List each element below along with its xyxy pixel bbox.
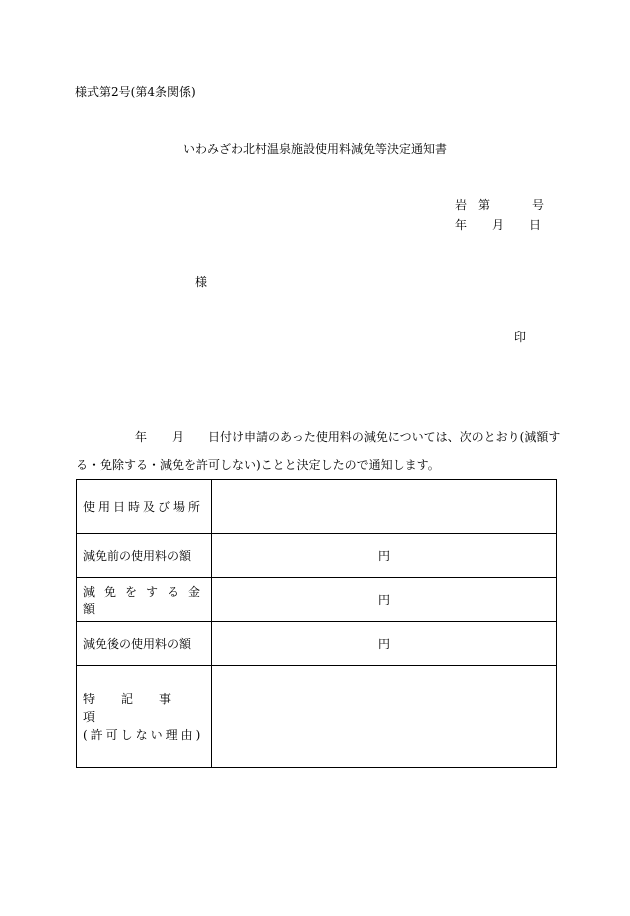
form-number: 様式第2号(第4条関係)	[75, 85, 196, 99]
reference-gou: 号	[532, 198, 545, 212]
row-value-usage-datetime-place	[212, 480, 557, 534]
row-value-fee-after: 円	[212, 622, 557, 666]
row-label-reduction-amount: 減免をする金額	[77, 578, 212, 622]
table-row	[77, 666, 557, 768]
row-label-remarks	[77, 666, 212, 768]
reference-year: 年	[455, 218, 468, 232]
table-row	[77, 534, 557, 578]
recipient-honorific: 様	[195, 275, 208, 289]
reference-number	[455, 198, 544, 212]
body-month: 月	[172, 430, 185, 444]
row-label-usage-datetime-place: 使用日時及び場所	[77, 480, 212, 534]
remarks-label-line2: (許可しない理由)	[83, 727, 204, 742]
detail-table	[76, 479, 557, 768]
reference-date	[455, 218, 541, 232]
seal-mark: 印	[514, 330, 527, 344]
body-text-line2: る・免除する・減免を許可しない)ことと決定したので通知します。	[76, 458, 440, 472]
row-value-reduction-amount: 円	[212, 578, 557, 622]
reference-day: 日	[529, 218, 542, 232]
row-value-fee-before: 円	[212, 534, 557, 578]
document-title: いわみざわ北村温泉施設使用料減免等決定通知書	[182, 142, 447, 156]
reference-month: 月	[492, 218, 505, 232]
row-label-fee-before: 減免前の使用料の額	[77, 534, 212, 578]
body-year: 年	[135, 430, 148, 444]
body-text-line1	[135, 430, 560, 444]
table-row	[77, 480, 557, 534]
table-row	[77, 578, 557, 622]
remarks-label-line1: 特記事項	[83, 691, 198, 724]
row-value-remarks	[212, 666, 557, 768]
reference-office: 岩	[455, 198, 468, 212]
row-label-fee-after: 減免後の使用料の額	[77, 622, 212, 666]
reference-dai: 第	[478, 198, 491, 212]
table-row	[77, 622, 557, 666]
body-line1-rest: 日付け申請のあった使用料の減免については、次のとおり(減額す	[208, 430, 561, 444]
